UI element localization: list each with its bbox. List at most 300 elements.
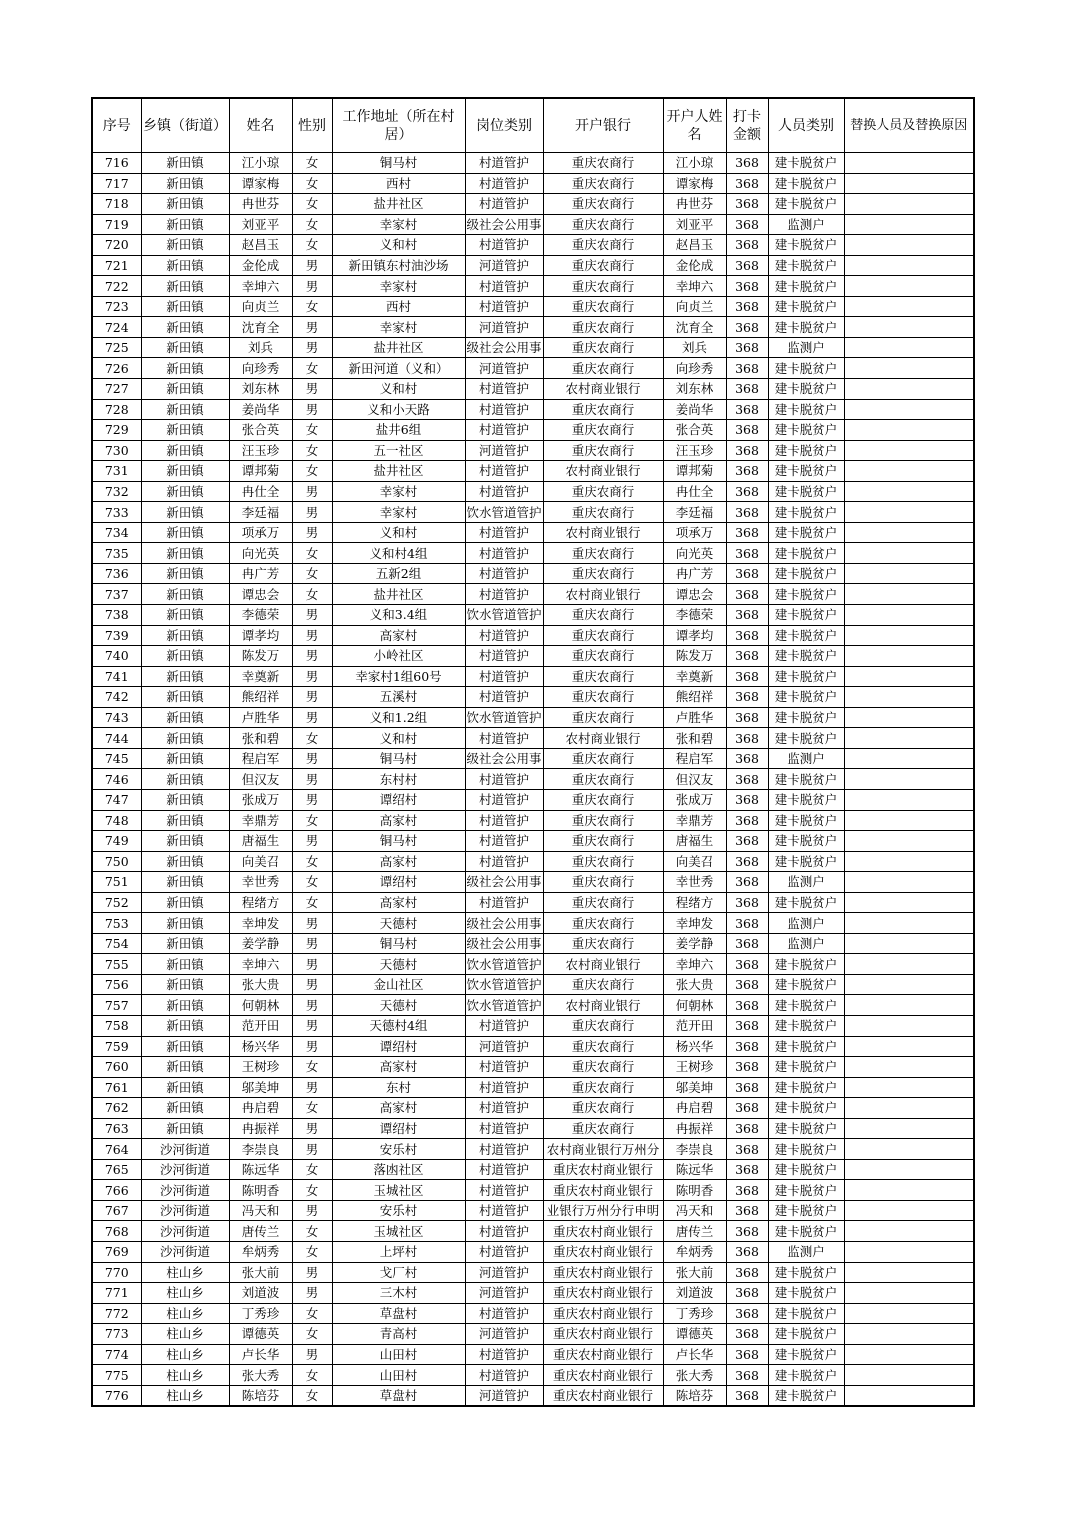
- address-cell: 安乐村: [332, 1200, 465, 1221]
- person-category-cell: 建卡脱贫户: [768, 995, 844, 1016]
- name-cell: 冉广芳: [229, 563, 292, 584]
- township-cell: 新田镇: [141, 625, 229, 646]
- post-type-cell: 河道管护: [465, 1283, 543, 1304]
- seq-cell: 730: [92, 440, 141, 461]
- address-cell: 玉城社区: [332, 1221, 465, 1242]
- bank-cell: 重庆农商行: [543, 687, 663, 708]
- replacement-cell: [844, 173, 974, 194]
- name-cell: 何朝林: [229, 995, 292, 1016]
- address-cell: 义和3.4组: [332, 605, 465, 626]
- post-type-cell: 村道管护: [465, 1057, 543, 1078]
- header-address: 工作地址（所在村居）: [332, 98, 465, 153]
- table-row: [92, 872, 974, 893]
- seq-cell: 773: [92, 1324, 141, 1345]
- account-holder-cell: 幸世秀: [663, 872, 726, 893]
- account-holder-cell: 牟炳秀: [663, 1241, 726, 1262]
- address-cell: 高家村: [332, 851, 465, 872]
- amount-cell: 368: [726, 194, 768, 215]
- seq-cell: 741: [92, 666, 141, 687]
- person-category-cell: 建卡脱贫户: [768, 1118, 844, 1139]
- seq-cell: 718: [92, 194, 141, 215]
- name-cell: 冯天和: [229, 1200, 292, 1221]
- replacement-cell: [844, 522, 974, 543]
- table-row: [92, 1344, 974, 1365]
- gender-cell: 女: [292, 563, 332, 584]
- seq-cell: 758: [92, 1015, 141, 1036]
- table-row: [92, 1303, 974, 1324]
- post-type-cell: 村道管护: [465, 769, 543, 790]
- bank-cell: 农村商业银行: [543, 461, 663, 482]
- name-cell: 幸奠新: [229, 666, 292, 687]
- replacement-cell: [844, 296, 974, 317]
- township-cell: 柱山乡: [141, 1385, 229, 1406]
- bank-cell: 重庆农村商业银行: [543, 1180, 663, 1201]
- account-holder-cell: 卢胜华: [663, 707, 726, 728]
- person-category-cell: 建卡脱贫户: [768, 1015, 844, 1036]
- replacement-cell: [844, 317, 974, 338]
- post-type-cell: 村道管护: [465, 892, 543, 913]
- address-cell: 草盘村: [332, 1303, 465, 1324]
- post-type-cell: 村道管护: [465, 1098, 543, 1119]
- person-category-cell: 建卡脱贫户: [768, 461, 844, 482]
- post-type-cell: 饮水管道管护: [465, 502, 543, 523]
- name-cell: 谭家梅: [229, 173, 292, 194]
- person-category-cell: 建卡脱贫户: [768, 707, 844, 728]
- address-cell: 高家村: [332, 1057, 465, 1078]
- township-cell: 新田镇: [141, 399, 229, 420]
- name-cell: 张大秀: [229, 1365, 292, 1386]
- account-holder-cell: 冯天和: [663, 1200, 726, 1221]
- name-cell: 范开田: [229, 1015, 292, 1036]
- amount-cell: 368: [726, 687, 768, 708]
- table-row: [92, 933, 974, 954]
- bank-cell: 重庆农商行: [543, 481, 663, 502]
- seq-cell: 736: [92, 563, 141, 584]
- township-cell: 新田镇: [141, 954, 229, 975]
- name-cell: 向美召: [229, 851, 292, 872]
- bank-cell: 农村商业银行: [543, 522, 663, 543]
- table-row: [92, 687, 974, 708]
- seq-cell: 750: [92, 851, 141, 872]
- replacement-cell: [844, 1221, 974, 1242]
- replacement-cell: [844, 543, 974, 564]
- gender-cell: 女: [292, 461, 332, 482]
- post-type-cell: 村道管护: [465, 625, 543, 646]
- bank-cell: 重庆农商行: [543, 337, 663, 358]
- post-type-cell: 村道管护: [465, 687, 543, 708]
- table-row: [92, 317, 974, 338]
- post-type-cell: 村道管护: [465, 420, 543, 441]
- address-cell: 谭绍村: [332, 872, 465, 893]
- post-type-cell: 饮水管道管护: [465, 974, 543, 995]
- amount-cell: 368: [726, 1098, 768, 1119]
- account-holder-cell: 向美召: [663, 851, 726, 872]
- bank-cell: 重庆农商行: [543, 707, 663, 728]
- seq-cell: 733: [92, 502, 141, 523]
- person-category-cell: 建卡脱贫户: [768, 296, 844, 317]
- table-row: [92, 1139, 974, 1160]
- person-category-cell: 建卡脱贫户: [768, 831, 844, 852]
- seq-cell: 723: [92, 296, 141, 317]
- post-type-cell: 村道管护: [465, 1303, 543, 1324]
- name-cell: 陈发万: [229, 646, 292, 667]
- amount-cell: 368: [726, 235, 768, 256]
- address-cell: 东村: [332, 1077, 465, 1098]
- post-type-cell: 村道管护: [465, 153, 543, 174]
- name-cell: 程启军: [229, 748, 292, 769]
- amount-cell: 368: [726, 379, 768, 400]
- replacement-cell: [844, 1283, 974, 1304]
- amount-cell: 368: [726, 625, 768, 646]
- name-cell: 唐传兰: [229, 1221, 292, 1242]
- replacement-cell: [844, 584, 974, 605]
- name-cell: 向光英: [229, 543, 292, 564]
- address-cell: 五新2组: [332, 563, 465, 584]
- amount-cell: 368: [726, 1241, 768, 1262]
- person-category-cell: 监测户: [768, 214, 844, 235]
- gender-cell: 男: [292, 974, 332, 995]
- person-category-cell: 建卡脱贫户: [768, 1180, 844, 1201]
- bank-cell: 重庆农商行: [543, 563, 663, 584]
- account-holder-cell: 张成万: [663, 789, 726, 810]
- address-cell: 天德村: [332, 995, 465, 1016]
- gender-cell: 女: [292, 358, 332, 379]
- gender-cell: 女: [292, 1159, 332, 1180]
- bank-cell: 重庆农商行: [543, 1118, 663, 1139]
- name-cell: 向贞兰: [229, 296, 292, 317]
- post-type-cell: 河道管护: [465, 440, 543, 461]
- address-cell: 幸家村1组60号: [332, 666, 465, 687]
- person-category-cell: 监测户: [768, 748, 844, 769]
- table-row: [92, 707, 974, 728]
- amount-cell: 368: [726, 913, 768, 934]
- bank-cell: 重庆农商行: [543, 1057, 663, 1078]
- name-cell: 谭德英: [229, 1324, 292, 1345]
- replacement-cell: [844, 851, 974, 872]
- replacement-cell: [844, 235, 974, 256]
- account-holder-cell: 谭德英: [663, 1324, 726, 1345]
- account-holder-cell: 江小琼: [663, 153, 726, 174]
- account-holder-cell: 杨兴华: [663, 1036, 726, 1057]
- amount-cell: 368: [726, 605, 768, 626]
- post-type-cell: 饮水管道管护: [465, 995, 543, 1016]
- account-holder-cell: 刘兵: [663, 337, 726, 358]
- replacement-cell: [844, 728, 974, 749]
- seq-cell: 753: [92, 913, 141, 934]
- bank-cell: 农村商业银行: [543, 379, 663, 400]
- address-cell: 铜马村: [332, 748, 465, 769]
- post-type-cell: 级社会公用事: [465, 214, 543, 235]
- post-type-cell: 河道管护: [465, 1324, 543, 1345]
- township-cell: 新田镇: [141, 789, 229, 810]
- replacement-cell: [844, 1303, 974, 1324]
- township-cell: 新田镇: [141, 502, 229, 523]
- replacement-cell: [844, 461, 974, 482]
- gender-cell: 男: [292, 276, 332, 297]
- header-township: 乡镇（街道）: [141, 98, 229, 153]
- address-cell: 新田河道（义和）: [332, 358, 465, 379]
- gender-cell: 男: [292, 769, 332, 790]
- replacement-cell: [844, 1015, 974, 1036]
- gender-cell: 男: [292, 317, 332, 338]
- person-category-cell: 建卡脱贫户: [768, 1262, 844, 1283]
- address-cell: 幸家村: [332, 317, 465, 338]
- account-holder-cell: 冉广芳: [663, 563, 726, 584]
- post-type-cell: 村道管护: [465, 728, 543, 749]
- bank-cell: 重庆农商行: [543, 173, 663, 194]
- gender-cell: 女: [292, 194, 332, 215]
- replacement-cell: [844, 872, 974, 893]
- township-cell: 沙河街道: [141, 1221, 229, 1242]
- table-row: [92, 235, 974, 256]
- township-cell: 新田镇: [141, 194, 229, 215]
- header-person-category: 人员类别: [768, 98, 844, 153]
- replacement-cell: [844, 995, 974, 1016]
- account-holder-cell: 卢长华: [663, 1344, 726, 1365]
- account-holder-cell: 谭忠会: [663, 584, 726, 605]
- amount-cell: 368: [726, 502, 768, 523]
- table-row: [92, 461, 974, 482]
- post-type-cell: 村道管护: [465, 543, 543, 564]
- person-category-cell: 监测户: [768, 337, 844, 358]
- seq-cell: 774: [92, 1344, 141, 1365]
- amount-cell: 368: [726, 358, 768, 379]
- person-category-cell: 建卡脱贫户: [768, 379, 844, 400]
- seq-cell: 738: [92, 605, 141, 626]
- table-row: [92, 379, 974, 400]
- account-holder-cell: 姜学静: [663, 933, 726, 954]
- table-row: [92, 810, 974, 831]
- seq-cell: 745: [92, 748, 141, 769]
- township-cell: 新田镇: [141, 1077, 229, 1098]
- table-row: [92, 1262, 974, 1283]
- account-holder-cell: 范开田: [663, 1015, 726, 1036]
- post-type-cell: 村道管护: [465, 481, 543, 502]
- person-category-cell: 建卡脱贫户: [768, 194, 844, 215]
- person-category-cell: 建卡脱贫户: [768, 1057, 844, 1078]
- post-type-cell: 村道管护: [465, 563, 543, 584]
- replacement-cell: [844, 153, 974, 174]
- bank-cell: 重庆农商行: [543, 1036, 663, 1057]
- gender-cell: 男: [292, 1344, 332, 1365]
- table-row: [92, 605, 974, 626]
- account-holder-cell: 张大贵: [663, 974, 726, 995]
- name-cell: 冉启碧: [229, 1098, 292, 1119]
- post-type-cell: 级社会公用事: [465, 337, 543, 358]
- bank-cell: 重庆农村商业银行: [543, 1221, 663, 1242]
- table-row: [92, 1159, 974, 1180]
- gender-cell: 男: [292, 1118, 332, 1139]
- bank-cell: 重庆农村商业银行: [543, 1262, 663, 1283]
- name-cell: 陈明香: [229, 1180, 292, 1201]
- seq-cell: 752: [92, 892, 141, 913]
- name-cell: 卢长华: [229, 1344, 292, 1365]
- amount-cell: 368: [726, 1139, 768, 1160]
- bank-cell: 重庆农商行: [543, 153, 663, 174]
- seq-cell: 742: [92, 687, 141, 708]
- account-holder-cell: 张和碧: [663, 728, 726, 749]
- bank-cell: 重庆农商行: [543, 851, 663, 872]
- account-holder-cell: 金伦成: [663, 255, 726, 276]
- account-holder-cell: 幸坤六: [663, 276, 726, 297]
- replacement-cell: [844, 707, 974, 728]
- replacement-cell: [844, 810, 974, 831]
- bank-cell: 重庆农商行: [543, 420, 663, 441]
- person-category-cell: 建卡脱贫户: [768, 1303, 844, 1324]
- gender-cell: 男: [292, 933, 332, 954]
- township-cell: 新田镇: [141, 276, 229, 297]
- seq-cell: 755: [92, 954, 141, 975]
- post-type-cell: 河道管护: [465, 1385, 543, 1406]
- person-category-cell: 监测户: [768, 933, 844, 954]
- bank-cell: 重庆农商行: [543, 605, 663, 626]
- account-holder-cell: 邬美坤: [663, 1077, 726, 1098]
- township-cell: 沙河街道: [141, 1159, 229, 1180]
- gender-cell: 男: [292, 1283, 332, 1304]
- gender-cell: 女: [292, 420, 332, 441]
- bank-cell: 重庆农商行: [543, 440, 663, 461]
- township-cell: 沙河街道: [141, 1200, 229, 1221]
- township-cell: 新田镇: [141, 563, 229, 584]
- gender-cell: 女: [292, 810, 332, 831]
- bank-cell: 重庆农商行: [543, 358, 663, 379]
- bank-cell: 重庆农商行: [543, 789, 663, 810]
- address-cell: 盐井社区: [332, 194, 465, 215]
- person-category-cell: 建卡脱贫户: [768, 810, 844, 831]
- bank-cell: 重庆农商行: [543, 1098, 663, 1119]
- post-type-cell: 村道管护: [465, 646, 543, 667]
- person-category-cell: 建卡脱贫户: [768, 543, 844, 564]
- name-cell: 项承万: [229, 522, 292, 543]
- post-type-cell: 村道管护: [465, 1180, 543, 1201]
- person-category-cell: 建卡脱贫户: [768, 1077, 844, 1098]
- gender-cell: 女: [292, 214, 332, 235]
- gender-cell: 女: [292, 440, 332, 461]
- address-cell: 青高村: [332, 1324, 465, 1345]
- seq-cell: 740: [92, 646, 141, 667]
- name-cell: 刘兵: [229, 337, 292, 358]
- person-category-cell: 监测户: [768, 1241, 844, 1262]
- post-type-cell: 村道管护: [465, 666, 543, 687]
- person-category-cell: 建卡脱贫户: [768, 235, 844, 256]
- post-type-cell: 村道管护: [465, 235, 543, 256]
- account-holder-cell: 唐传兰: [663, 1221, 726, 1242]
- name-cell: 姜尚华: [229, 399, 292, 420]
- person-category-cell: 建卡脱贫户: [768, 851, 844, 872]
- person-category-cell: 建卡脱贫户: [768, 440, 844, 461]
- bank-cell: 重庆农村商业银行: [543, 1385, 663, 1406]
- name-cell: 幸世秀: [229, 872, 292, 893]
- amount-cell: 368: [726, 276, 768, 297]
- account-holder-cell: 幸坤发: [663, 913, 726, 934]
- person-category-cell: 监测户: [768, 872, 844, 893]
- person-category-cell: 建卡脱贫户: [768, 563, 844, 584]
- table-row: [92, 1057, 974, 1078]
- person-category-cell: 建卡脱贫户: [768, 1324, 844, 1345]
- account-holder-cell: 谭家梅: [663, 173, 726, 194]
- address-cell: 盐井6组: [332, 420, 465, 441]
- township-cell: 新田镇: [141, 974, 229, 995]
- township-cell: 新田镇: [141, 728, 229, 749]
- seq-cell: 734: [92, 522, 141, 543]
- replacement-cell: [844, 769, 974, 790]
- name-cell: 熊绍祥: [229, 687, 292, 708]
- table-row: [92, 522, 974, 543]
- bank-cell: 重庆农村商业银行: [543, 1159, 663, 1180]
- gender-cell: 男: [292, 522, 332, 543]
- township-cell: 新田镇: [141, 379, 229, 400]
- address-cell: 西村: [332, 296, 465, 317]
- name-cell: 赵昌玉: [229, 235, 292, 256]
- name-cell: 幸坤六: [229, 954, 292, 975]
- replacement-cell: [844, 379, 974, 400]
- amount-cell: 368: [726, 1324, 768, 1345]
- gender-cell: 男: [292, 789, 332, 810]
- post-type-cell: 饮水管道管护: [465, 954, 543, 975]
- name-cell: 向珍秀: [229, 358, 292, 379]
- address-cell: 义和村: [332, 235, 465, 256]
- name-cell: 唐福生: [229, 831, 292, 852]
- township-cell: 新田镇: [141, 440, 229, 461]
- name-cell: 张成万: [229, 789, 292, 810]
- table-row: [92, 1221, 974, 1242]
- seq-cell: 747: [92, 789, 141, 810]
- person-category-cell: 建卡脱贫户: [768, 892, 844, 913]
- seq-cell: 731: [92, 461, 141, 482]
- replacement-cell: [844, 892, 974, 913]
- bank-cell: 农村商业银行: [543, 728, 663, 749]
- bank-cell: 重庆农商行: [543, 194, 663, 215]
- address-cell: 草盘村: [332, 1385, 465, 1406]
- name-cell: 刘亚平: [229, 214, 292, 235]
- seq-cell: 775: [92, 1365, 141, 1386]
- account-holder-cell: 程绪方: [663, 892, 726, 913]
- table-row: [92, 420, 974, 441]
- post-type-cell: 村道管护: [465, 173, 543, 194]
- township-cell: 新田镇: [141, 481, 229, 502]
- amount-cell: 368: [726, 1365, 768, 1386]
- township-cell: 柱山乡: [141, 1324, 229, 1345]
- address-cell: 幸家村: [332, 481, 465, 502]
- bank-cell: 重庆农村商业银行: [543, 1283, 663, 1304]
- gender-cell: 女: [292, 173, 332, 194]
- amount-cell: 368: [726, 481, 768, 502]
- seq-cell: 732: [92, 481, 141, 502]
- amount-cell: 368: [726, 543, 768, 564]
- header-account-holder: 开户人姓名: [663, 98, 726, 153]
- amount-cell: 368: [726, 296, 768, 317]
- post-type-cell: 级社会公用事: [465, 748, 543, 769]
- table-row: [92, 1036, 974, 1057]
- table-row: [92, 625, 974, 646]
- township-cell: 新田镇: [141, 173, 229, 194]
- township-cell: 沙河街道: [141, 1139, 229, 1160]
- replacement-cell: [844, 194, 974, 215]
- gender-cell: 女: [292, 153, 332, 174]
- address-cell: 幸家村: [332, 214, 465, 235]
- gender-cell: 女: [292, 1365, 332, 1386]
- name-cell: 冉世芬: [229, 194, 292, 215]
- township-cell: 柱山乡: [141, 1283, 229, 1304]
- township-cell: 新田镇: [141, 707, 229, 728]
- name-cell: 陈培芬: [229, 1385, 292, 1406]
- amount-cell: 368: [726, 1221, 768, 1242]
- person-category-cell: 建卡脱贫户: [768, 789, 844, 810]
- person-category-cell: 建卡脱贫户: [768, 522, 844, 543]
- amount-cell: 368: [726, 1180, 768, 1201]
- replacement-cell: [844, 748, 974, 769]
- post-type-cell: 河道管护: [465, 317, 543, 338]
